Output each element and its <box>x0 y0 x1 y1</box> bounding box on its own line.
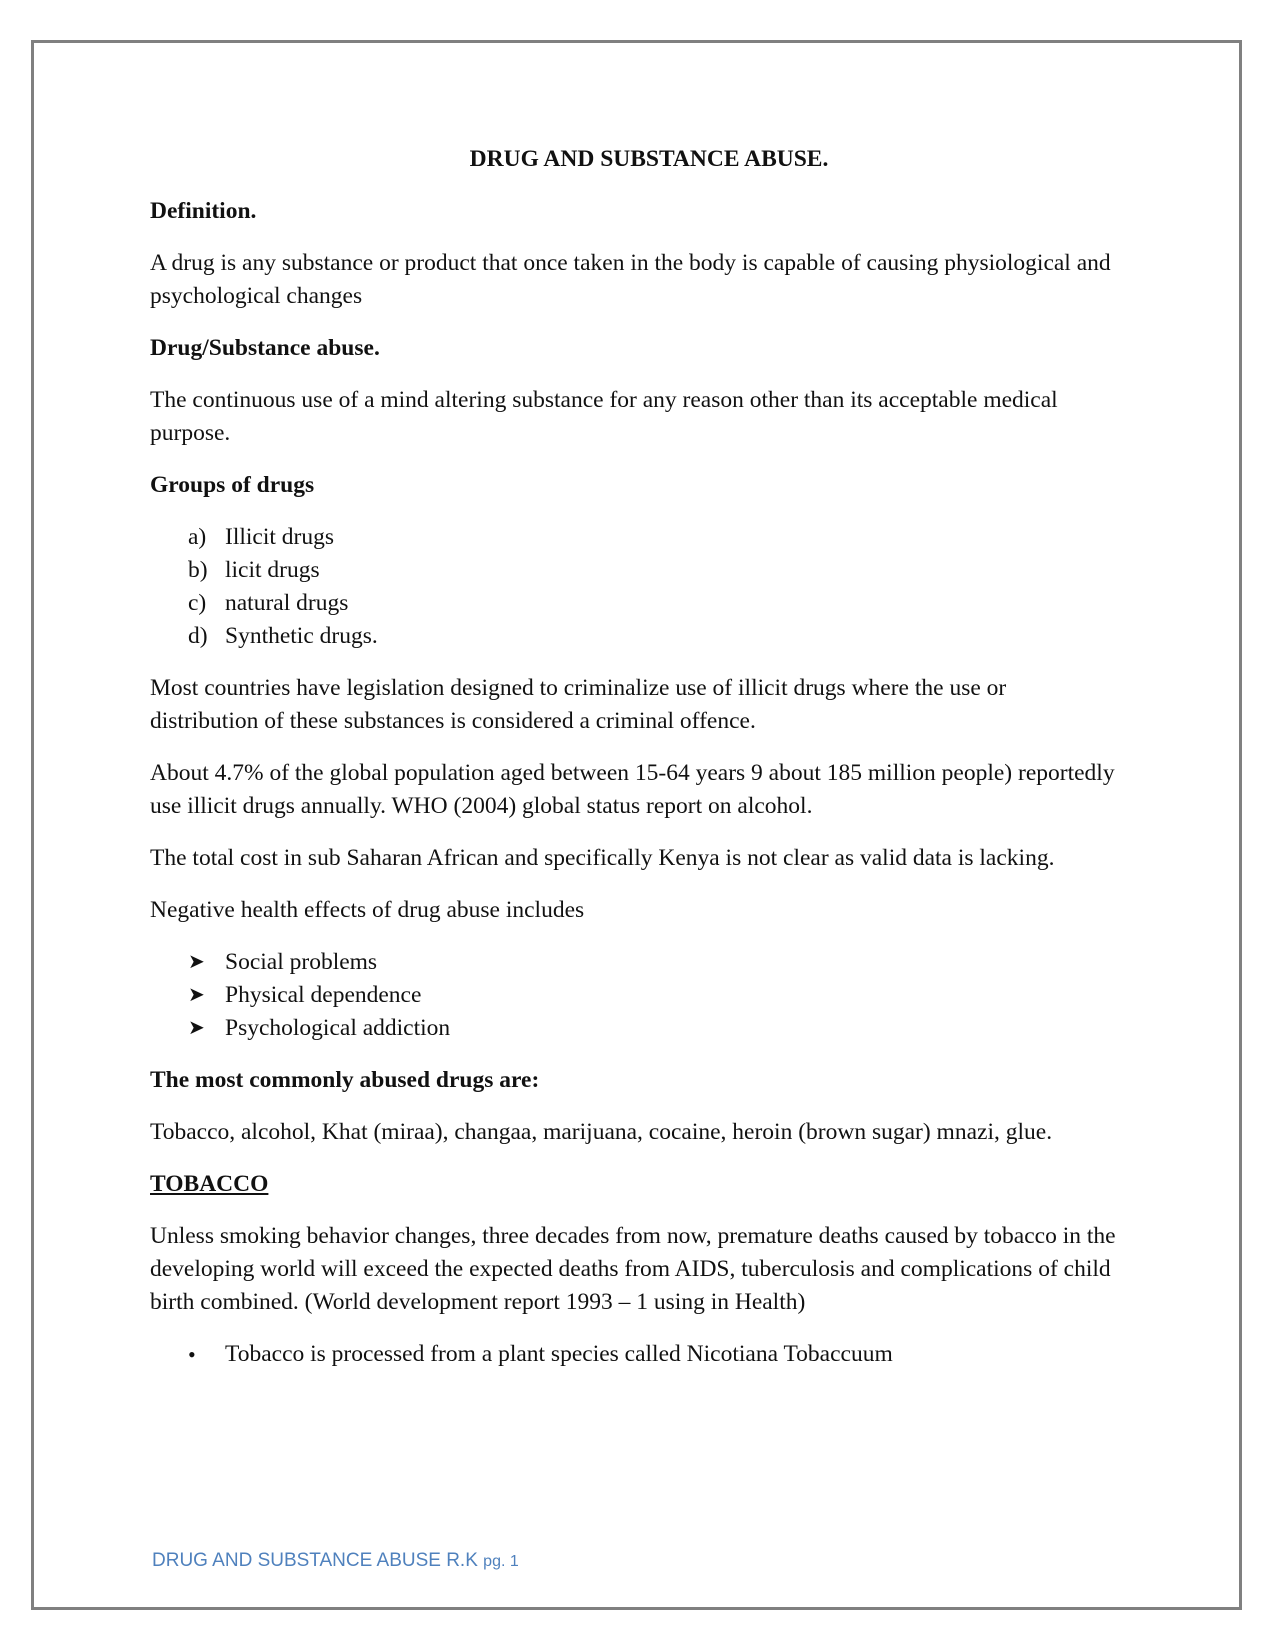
list-item <box>188 554 1120 587</box>
footer-text: DRUG AND SUBSTANCE ABUSE R.K <box>152 1550 478 1571</box>
list-marker: b) <box>188 557 208 583</box>
health-effects-list <box>150 946 1120 1045</box>
page-footer <box>152 1550 519 1572</box>
effects-intro: Negative health effects of drug abuse includes <box>150 897 585 923</box>
common-drugs-heading: The most commonly abused drugs are: <box>150 1067 540 1093</box>
definition-text: A drug is any substance or product that once taken in the body is capable of causing physiological and psychological changes <box>150 250 1111 309</box>
tobacco-heading: TOBACCO <box>150 1171 269 1197</box>
list-item-label: Synthetic drugs. <box>225 623 378 649</box>
list-marker: a) <box>188 524 207 550</box>
common-drugs-text: Tobacco, alcohol, Khat (miraa), changaa, marijuana, cocaine, heroin (brown sugar) mnazi, glue. <box>150 1119 1053 1145</box>
list-item <box>188 620 1120 653</box>
list-item <box>188 1012 1120 1045</box>
drug-groups-list <box>150 521 1120 653</box>
list-item <box>188 1338 1120 1371</box>
abuse-heading: Drug/Substance abuse. <box>150 335 380 361</box>
abuse-text: The continuous use of a mind altering substance for any reason other than its acceptable medical purpose. <box>150 387 1058 446</box>
statistics-paragraph: About 4.7% of the global population aged between 15-64 years 9 about 185 million people) reportedly use illicit drugs annually. WHO (2004) global status report on alcohol. <box>150 760 1115 819</box>
list-item-label: Tobacco is processed from a plant species called Nicotiana Tobaccuum <box>225 1341 893 1367</box>
cost-paragraph: The total cost in sub Saharan African and specifically Kenya is not clear as valid data is lacking. <box>150 845 1055 871</box>
list-item <box>188 587 1120 620</box>
list-item-label: Physical dependence <box>225 982 422 1008</box>
list-item <box>188 946 1120 979</box>
page-number: pg. 1 <box>483 1553 519 1570</box>
list-item-label: licit drugs <box>225 557 320 583</box>
list-item <box>188 979 1120 1012</box>
tobacco-facts-list <box>150 1338 1120 1371</box>
groups-heading: Groups of drugs <box>150 472 315 498</box>
document-body <box>150 143 1120 1390</box>
list-item-label: natural drugs <box>225 590 349 616</box>
arrow-bullet-icon: ➤ <box>188 1017 205 1039</box>
list-item-label: Psychological addiction <box>225 1015 451 1041</box>
list-item <box>188 521 1120 554</box>
arrow-bullet-icon: ➤ <box>188 984 205 1006</box>
arrow-bullet-icon: ➤ <box>188 951 205 973</box>
legislation-paragraph: Most countries have legislation designed to criminalize use of illicit drugs where the use or distribution of these substances is considered a criminal offence. <box>150 675 1007 734</box>
list-item-label: Illicit drugs <box>225 524 334 550</box>
list-marker: c) <box>188 590 207 616</box>
list-item-label: Social problems <box>225 949 378 975</box>
tobacco-paragraph: Unless smoking behavior changes, three decades from now, premature deaths caused by tobacco in the developing world will exceed the expected deaths from AIDS, tuberculosis and complications of child birth combined. (World development report 1993 – 1 using in Health) <box>150 1223 1116 1315</box>
definition-heading: Definition. <box>150 198 257 224</box>
document-title: DRUG AND SUBSTANCE ABUSE. <box>469 146 829 172</box>
round-bullet-icon: • <box>188 1342 196 1367</box>
list-marker: d) <box>188 623 208 649</box>
